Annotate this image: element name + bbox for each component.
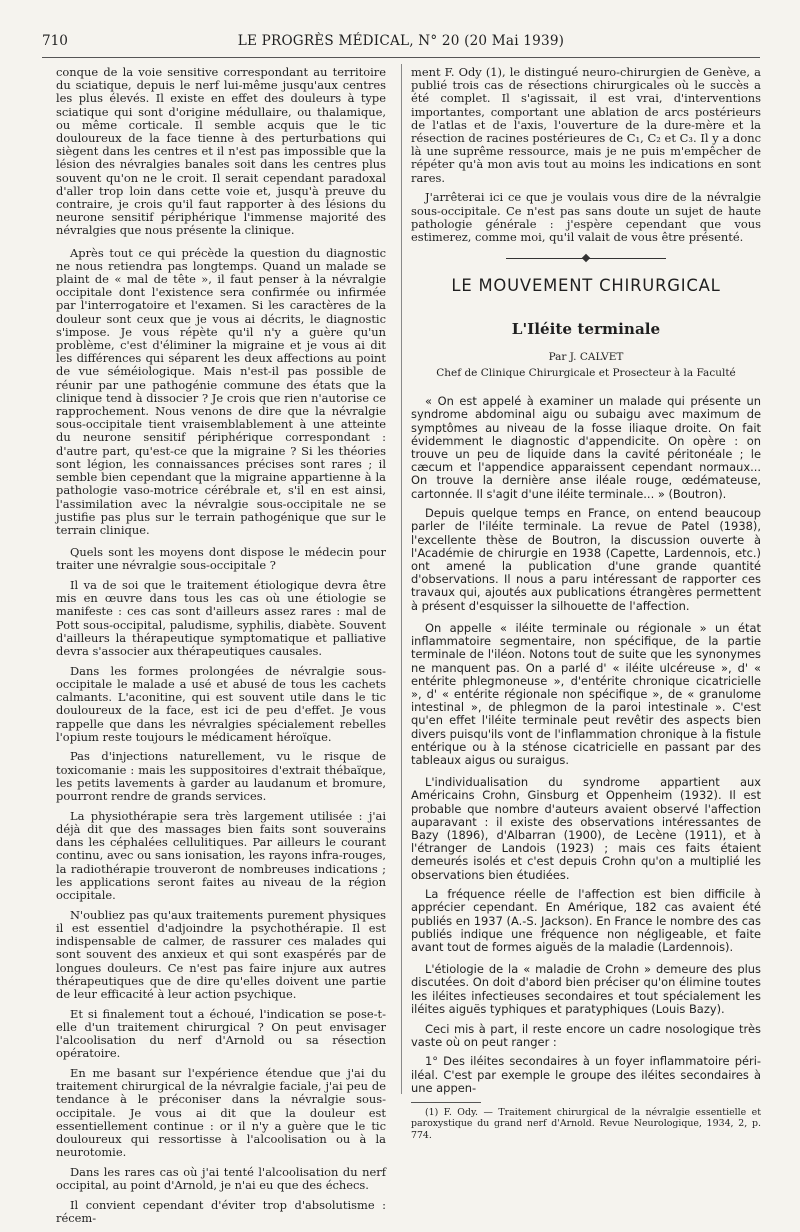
running-head: LE PROGRÈS MÉDICAL, N° 20 (20 Mai 1939) — [237, 33, 565, 49]
paragraph: L'individualisation du syndrome appartient aux Américains Crohn, Ginsburg et Oppenheim (1932). Il est probable que nombre d'auteurs avaient observé l'affection auparavant : il existe des observations intéressantes de Bazy (1896), d'Albarran (1900), de Lecène (1911), et à l'étranger de Landois (1923) ; mais ces faits étaient demeurés isolés et c'est depuis Crohn qu'on a multiplié les observations bien étudiées. — [411, 775, 761, 882]
article-title: L'Iléite terminale — [511, 320, 661, 339]
paragraph: Il va de soi que le traitement étiologique devra être mis en œuvre dans tous les cas où une étiologie se manifeste : ces cas sont d'ailleurs assez rares : mal de Pott sous-occipital, paludisme, syphilis, diabète. Souvent d'ailleurs la thérapeutique symptomatique et palliative devra s'associer aux thérapeutiques causales. — [56, 578, 386, 659]
paragraph: Quels sont les moyens dont dispose le médecin pour traiter une névralgie sous-occipitale ? — [56, 545, 386, 573]
left-column — [56, 66, 386, 1232]
paragraph: En me basant sur l'expérience étendue que j'ai du traitement chirurgical de la névralgie faciale, j'ai peu de tendance à le préconiser dans la névralgie sous-occipitale. Je vous ai dit que la douleur est essentiellement continue : or il n'y a guère que le tic douloureux qui ressortisse à l'alcoolisation ou à la neurotomie. — [56, 1065, 386, 1160]
column-rule — [401, 64, 402, 1094]
paragraph: L'étiologie de la « maladie de Crohn » demeure des plus discutées. On doit d'abord bien préciser qu'on élimine toutes les iléites infectieuses secondaires et tout spécialement les iléites aiguës typhiques et paratyphiques (Louis Bazy). — [411, 962, 761, 1016]
paragraph: La physiothérapie sera très largement utilisée : j'ai déjà dit que des massages bien faits sont souverains dans les céphalées cellulitiques. Par ailleurs le courant continu, avec ou sans ionisation, les rayons infra-rouges, la radiothérapie trouveront de nombreuses indications ; les applications seront faites au niveau de la région occipitale. — [56, 808, 386, 902]
paragraph: Ceci mis à part, il reste encore un cadre nosologique très vaste où on peut ranger : — [411, 1021, 761, 1049]
header-rule — [42, 57, 760, 58]
paragraph: « On est appelé à examiner un malade qui présente un syndrome abdominal aigu ou subaigu avec maximum de symptômes au niveau de la fosse iliaque droite. On fait évidemment le diagnostic d'appendicite. On opère : on trouve un peu de liquide dans la cavité péritonéale ; le cæcum et l'appendice apparaissent cependant normaux... On trouve la dernière anse iléale rouge, œdémateuse, cartonnée. Il s'agit d'une iléite terminale... » (Boutron). — [411, 394, 761, 501]
paragraph: Et si finalement tout a échoué, l'indication se pose-t-elle d'un traitement chirurgical ? On peut envisager l'alcoolisation du nerf d'Arnold ou sa résection opératoire. — [56, 1006, 386, 1061]
byline: Par J. CALVET — [548, 351, 624, 364]
author-affiliation: Chef de Clinique Chirurgicale et Prosecteur à la Faculté — [436, 367, 736, 380]
footnote: (1) F. Ody. — Traitement chirurgical de la névralgie essentielle et paroxystique du grand nerf d'Arnold. Revue Neurologique, 1934, 2, p. 774. — [411, 1106, 761, 1141]
page-number: 710 — [42, 33, 68, 49]
paragraph: La fréquence réelle de l'affection est bien difficile à apprécier cependant. En Amérique, 182 cas avaient été publiés en 1937 (A.-S. Jackson). En France le nombre des cas publiés indique une fréquence non négligeable, et faite avant tout de formes aiguës de la maladie (Lardennois). — [411, 887, 761, 955]
paragraph: Après tout ce qui précède la question du diagnostic ne nous retiendra pas longtemps. Quand un malade se plaint de « mal de tête », il faut penser à la névralgie occipitale dont l'existence sera confirmée ou infirmée par l'interrogatoire et l'examen. Si les caractères de la douleur sont ceux que je vous ai décrits, le diagnostic s'impose. Je vous répète qu'il n'y a guère qu'un problème, c'est d'éliminer la migraine et je vous ai dit les différences qui séparent les deux affections au point de vue séméiologique. Mais n'est-il pas possible de réunir par une pathogénie commune des états que la clinique tend à dissocier ? Je crois que rien n'autorise ce rapprochement. Nous venons de dire que la névralgie sous-occipitale tient vraisemblablement à une atteinte du neurone sensitif périphérique correspondant : d'autre part, qu'est-ce que la migraine ? Si les théories sont légion, les connaissances précises sont rares ; il semble bien cependant que la migraine appartienne à la pathologie vaso-motrice cérébrale et, s'il en est ainsi, l'assimilation avec la névralgie sous-occipitale ne se justifie pas plus sur le terrain pathogénique que sur le terrain clinique. — [56, 245, 386, 537]
paragraph: Dans les formes prolongées de névralgie sous-occipitale le malade a usé et abusé de tous les cachets calmants. L'aconitine, qui est souvent utile dans le tic douloureux de la face, est ici de peu d'effet. Je vous rappelle que dans les névralgies spécialement rebelles l'opium reste toujours le médicament héroïque. — [56, 663, 386, 744]
right-column — [411, 66, 761, 1148]
paragraph: ment F. Ody (1), le distingué neuro-chirurgien de Genève, a publié trois cas de résections chirurgicales où le succès a été complet. Il s'agissait, il est vrai, d'interventions importantes, comportant une ablation de arcs postérieurs de l'atlas et de l'axis, l'ouverture de la dure-mère et la résection de racines postérieures de C₁, C₂ et C₃. Il y a donc là une suprême ressource, mais je ne puis m'empêcher de répéter qu'à mon avis tout au moins les indications en sont rares. — [411, 65, 761, 185]
paragraph: J'arrêterai ici ce que je voulais vous dire de la névralgie sous-occipitale. Ce n'est pas sans doute un sujet de haute pathologie générale : j'espère cependant que vous estimerez, comme moi, qu'il valait de vous être présenté. — [411, 190, 761, 244]
section-heading: LE MOUVEMENT CHIRURGICAL — [451, 276, 721, 296]
footnote-rule — [411, 1102, 481, 1103]
paragraph: Dans les rares cas où j'ai tenté l'alcoolisation du nerf occipital, au point d'Arnold, je n'ai eu que des échecs. — [56, 1164, 386, 1193]
section-divider-ornament — [411, 254, 761, 262]
paragraph: Depuis quelque temps en France, on entend beaucoup parler de l'iléite terminale. La revue de Patel (1938), l'excellente thèse de Boutron, la discussion ouverte à l'Académie de chirurgie en 1938 (Capette, Lardennois, etc.) ont amené la publication d'une grande quantité d'observations. Il nous a paru intéressant de rapporter ces travaux qui, ajoutés aux publications étrangères permettent à présent d'esquisser la silhouette de l'affection. — [411, 506, 761, 613]
paragraph: Il convient cependant d'éviter trop d'absolutisme : récem- — [56, 1197, 386, 1225]
paragraph: On appelle « iléite terminale ou régionale » un état inflammatoire segmentaire, non spécifique, de la partie terminale de l'iléon. Notons tout de suite que les synonymes ne manquent pas. On a parlé d' « iléite ulcéreuse », d' « entérite phlegmoneuse », d'entérite chronique cicatricielle », d' « entérite régionale non spécifique », de « granulome intestinal », de phlegmon de la paroi intestinale ». C'est qu'en effet l'iléite terminale peut revêtir des aspects bien divers puisqu'ils vont de l'inflammation chronique à la fistule entérique ou à la sténose cicatricielle en passant par des tableaux aigus ou suraigus. — [411, 620, 761, 767]
page-header — [42, 33, 760, 55]
paragraph: conque de la voie sensitive correspondant au territoire du sciatique, depuis le nerf lui-même jusqu'aux centres les plus élevés. Il existe en effet des douleurs à type sciatique qui sont d'origine médullaire, ou thalamique, ou même corticale. Il semble acquis que le tic douloureux de la face tienne à des perturbations qui siègent dans les centres et il n'est pas impossible que la lésion des névralgies banales soit dans les centres plus souvent qu'on ne le croit. Il serait cependant paradoxal d'aller trop loin dans cette voie et, jusqu'à preuve du contraire, je crois qu'il faut rapporter à des lésions du neurone sensitif périphérique l'immense majorité des névralgies que nous présente la clinique. — [56, 65, 386, 238]
paragraph: 1° Des iléites secondaires à un foyer inflammatoire péri-iléal. C'est par exemple le groupe des iléites secondaires à une appen- — [411, 1054, 761, 1095]
paragraph: N'oubliez pas qu'aux traitements purement physiques il est essentiel d'adjoindre la psychothérapie. Il est indispensable de calmer, de rassurer ces malades qui sont souvent des anxieux et qui sont exaspérés par de longues douleurs. Ce n'est pas faire injure aux autres thérapeutiques que de dire qu'elles doivent une partie de leur efficacité à leur action psychique. — [56, 907, 386, 1001]
paragraph: Pas d'injections naturellement, vu le risque de toxicomanie : mais les suppositoires d'extrait thébaïque, les petits lavements à garder au laudanum et bromure, pourront rendre de grands services. — [56, 749, 386, 804]
